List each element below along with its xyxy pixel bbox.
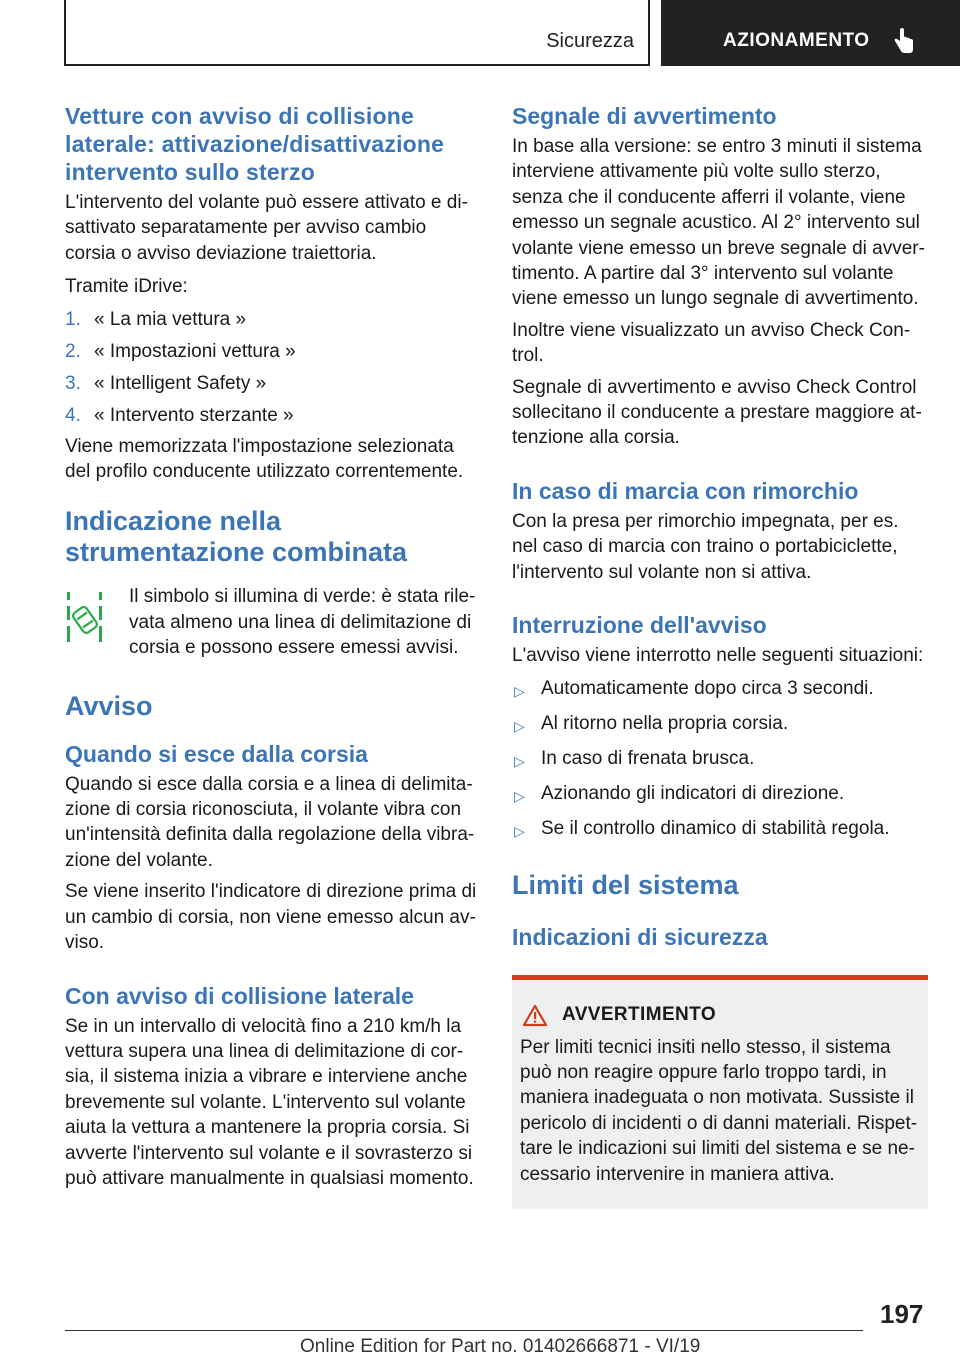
paragraph-symbol: Il simbolo si illumina di verde: è stata rilevata almeno una linea di delimitazione di corsia e possono essere emessi avvisi. [129, 586, 476, 659]
heading-leave-lane: Quando si esce dalla corsia [65, 740, 368, 767]
paragraph-signal-1: In base alla versione: se entro 3 minuti il sistema interviene attivamente più volte sullo sterzo, senza che il conducente afferri il volante, viene emesso un segnale acustico. Al 2° intervento sul volante viene emesso un breve segnale di avvertimento. A partire dal 3° intervento sul volante viene emesso un lungo segnale di avvertimento. [512, 136, 925, 310]
idrive-steps-list [65, 307, 479, 428]
header-chapter-tab [661, 0, 960, 66]
page-number: 197 [880, 1299, 924, 1329]
triangle-bullet-icon: ▷ [514, 822, 525, 839]
warning-text: Per limiti tecnici insiti nello stesso, il sistema può non reagire oppure farlo troppo tardi, in maniera inadeguata o non motivata. Sussiste il pericolo di incidenti o di danni materiali. Rispettare le indicazioni sui limiti del sistema e se necessario intervenire in maniera attiva. [520, 1036, 918, 1185]
lane-departure-icon [65, 590, 105, 646]
triangle-bullet-icon: ▷ [514, 717, 525, 734]
triangle-bullet-icon: ▷ [514, 752, 525, 769]
header-section-tab [64, 0, 650, 66]
header-section-label: Sicurezza [546, 30, 634, 52]
list-item: 1. « La mia vettura » [65, 308, 247, 330]
triangle-bullet-icon: ▷ [514, 787, 525, 804]
heading-interrupt: Interruzione dell'avviso [512, 612, 767, 639]
paragraph-side-collision: Se in un intervallo di velocità fino a 210 km/h la vettura supera una linea di delimitazione di corsia, il sistema inizia a vibrare e interviene anche brevemente sul volante. L'intervento sul volante aiuta la vettura a mantenere la propria corsia. Si avverte l'intervento sul volante e il sovrasterzo si può attivare manualmente in qualsiasi momento. [65, 1015, 474, 1189]
lane-departure-icon-box [65, 584, 129, 660]
heading-side-collision-steering: Vetture con avviso di collisione laterale: attivazione/disattivazione intervento sullo sterzo [65, 103, 445, 185]
list-item: 3. « Intelligent Safety » [65, 372, 267, 394]
paragraph-intervention: L'intervento del volante può essere attivato e disattivato separatamente per avviso cambio corsia o avviso deviazione traiettoria. [65, 192, 468, 264]
triangle-bullet-icon: ▷ [514, 682, 525, 699]
list-item: ▷ Al ritorno nella propria corsia. [512, 711, 928, 739]
header-chapter-label: AZIONAMENTO [723, 30, 870, 51]
heading-system-limits: Limiti del sistema [512, 869, 739, 900]
list-item: ▷ Automaticamente dopo circa 3 secondi. [512, 676, 928, 704]
footer-edition: Online Edition for Part no. 01402666871 - VI/19 [300, 1336, 701, 1357]
paragraph-leave-2: Se viene inserito l'indicatore di direzione prima di un cambio di corsia, non viene emesso alcun avviso. [65, 881, 477, 954]
heading-side-collision: Con avviso di collisione laterale [65, 982, 414, 1009]
hand-pointer-icon [893, 27, 915, 55]
symbol-row [65, 584, 479, 660]
list-item: 2. « Impostazioni vettura » [65, 340, 296, 362]
paragraph-trailer: Con la presa per rimorchio impegnata, per es. nel caso di marcia con traino o portabiciclette, l'intervento sul volante non si attiva. [512, 510, 899, 583]
interrupt-list [512, 676, 928, 844]
list-item: ▷ In caso di frenata brusca. [512, 746, 928, 774]
warning-box [512, 975, 928, 1209]
list-item: 4. « Intervento sterzante » [65, 404, 294, 426]
heading-instrument-display: Indicazione nella strumentazione combinata [65, 506, 408, 568]
warning-title [520, 1004, 920, 1027]
paragraph-saved: Viene memorizzata l'impostazione selezionata del profilo conducente utilizzato correntemente. [65, 435, 464, 483]
heading-safety-notes: Indicazioni di sicurezza [512, 923, 768, 950]
paragraph-interrupt: L'avviso viene interrotto nelle seguenti situazioni: [512, 645, 924, 667]
list-item: ▷ Azionando gli indicatori di direzione. [512, 781, 928, 809]
heading-signal: Segnale di avvertimento [512, 103, 777, 129]
paragraph-leave-1: Quando si esce dalla corsia e a linea di delimitazione di corsia riconosciuta, il volante vibra con un'intensità definita dalla regolazione della vibrazione del volante. [65, 773, 475, 871]
heading-trailer: In caso di marcia con rimorchio [512, 477, 859, 504]
footer-divider [65, 1330, 863, 1331]
heading-warning: Avviso [65, 690, 153, 721]
right-column [512, 102, 928, 1209]
paragraph-idrive: Tramite iDrive: [65, 276, 188, 298]
warning-triangle-icon [522, 1004, 548, 1027]
paragraph-signal-3: Segnale di avvertimento e avviso Check Control sollecitano il conducente a prestare maggiore attenzione alla corsia. [512, 376, 922, 449]
paragraph-signal-2: Inoltre viene visualizzato un avviso Check Control. [512, 319, 911, 367]
warning-title-text: AVVERTIMENTO [562, 1004, 716, 1025]
list-item: ▷ Se il controllo dinamico di stabilità regola. [512, 816, 928, 844]
left-column [65, 102, 479, 1191]
